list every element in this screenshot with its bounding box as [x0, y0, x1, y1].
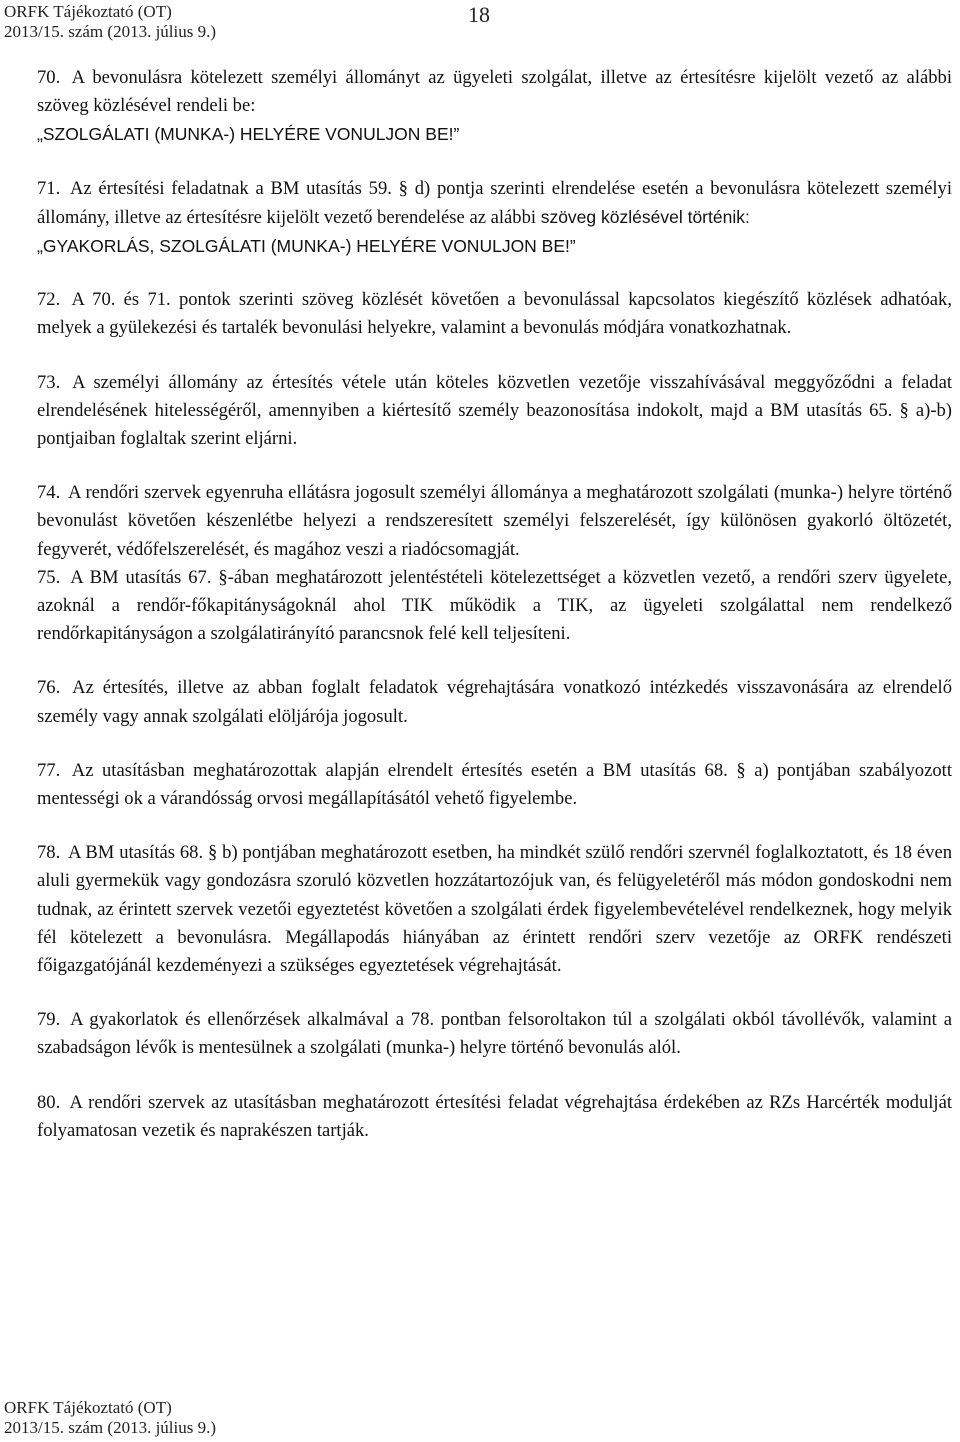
paragraph-number: 72.: [37, 289, 61, 311]
paragraph-number: 71.: [37, 177, 61, 199]
paragraph-text: A BM utasítás 68. § b) pontjában meghatározott esetben, ha mindkét szülő rendőri szervnél foglalkoztatott, és 18 éven aluli gyermekük vagy gondozásra szoruló közvetlen hozzátartozójuk van, és felügyeletéről más módon gondoskodni nem tudnak, az érintett szervek vezetői egyeztetést követően a szolgálati érdek figyelembevételével rendelkeznek, hogy melyik fél kötelezett a bevonulásra. Megállapodás hiányában az érintett rendőri szerv vezetője az ORFK rendészeti főigazgatójánál kezdeményezi a szükséges egyeztetések végrehajtását.: [37, 842, 952, 977]
page-number: 18: [468, 2, 490, 27]
page-header: [4, 2, 216, 42]
header-publication-title: ORFK Tájékoztató (OT): [4, 2, 172, 21]
paragraph-number: 75.: [37, 566, 61, 588]
paragraph-number: 74.: [37, 482, 61, 504]
paragraph-text: A rendőri szervek az utasításban meghatározott értesítési feladat végrehajtása érdekében az RZs Harcérték modulját folyamatosan vezetik és naprakészen tartják.: [37, 1091, 953, 1141]
paragraph-number: 78.: [37, 842, 61, 864]
paragraph-79: [37, 1006, 952, 1062]
paragraph-78: [37, 839, 952, 980]
paragraph-number: 80.: [37, 1091, 61, 1113]
footer-publication-title: ORFK Tájékoztató (OT): [4, 1398, 172, 1417]
paragraph-76: [37, 674, 952, 730]
paragraph-70: [37, 64, 952, 149]
paragraph-80: [37, 1089, 952, 1145]
paragraph-77: [37, 757, 952, 813]
paragraph-text-continuation: szöveg közlésével történik:: [540, 206, 750, 227]
quoted-command: „SZOLGÁLATI (MUNKA-) HELYÉRE VONULJON BE!”: [37, 124, 460, 145]
paragraph-text: A személyi állomány az értesítés vétele után köteles közvetlen vezetője visszahívásával meggyőződni a feladat elrendelésének hitelességéről, amennyiben a kiértesítő személy beazonosítása indokolt, majd a BM utasítás 65. § a)-b) pontjaiban foglaltak szerint eljárni.: [37, 371, 952, 450]
paragraph-number: 76.: [37, 677, 61, 699]
paragraph-text: A bevonulásra kötelezett személyi állományt az ügyeleti szolgálat, illetve az értesítésre kijelölt vezető az alábbi szöveg közlésével rendeli be:: [37, 67, 952, 117]
paragraph-number: 79.: [37, 1009, 61, 1031]
paragraph-75: [37, 564, 952, 649]
paragraph-74: [37, 479, 952, 564]
quoted-command: „GYAKORLÁS, SZOLGÁLATI (MUNKA-) HELYÉRE VONULJON BE!”: [37, 236, 576, 257]
paragraph-73: [37, 369, 952, 454]
paragraph-text: A 70. és 71. pontok szerinti szöveg közlését követően a bevonulással kapcsolatos kiegészítő közlések adhatóak, melyek a gyülekezési és tartalék bevonulási helyekre, valamint a bevonulás módjára vonatkozhatnak.: [37, 289, 952, 339]
page-footer: [4, 1398, 216, 1438]
header-issue-date: 2013/15. szám (2013. július 9.): [4, 22, 217, 41]
paragraph-number: 73.: [37, 371, 61, 393]
paragraph-72: [37, 286, 952, 342]
paragraph-text: A gyakorlatok és ellenőrzések alkalmával a 78. pontban felsoroltakon túl a szolgálati okból távollévők, valamint a szabadságon lévők is mentesülnek a szolgálati (munka-) helyre történő bevonulás alól.: [37, 1009, 952, 1059]
paragraph-text: A BM utasítás 67. §-ában meghatározott jelentéstételi kötelezettséget a közvetlen vezető, a rendőri szerv ügyelete, azoknál a rendőr-főkapitányságoknál ahol TIK működik a TIK, az ügyeleti szolgálattal nem rendelkező rendőrkapitányságon a szolgálatirányító parancsnok felé kell teljesíteni.: [37, 566, 952, 645]
paragraph-text: Az utasításban meghatározottak alapján elrendelt értesítés esetén a BM utasítás 68. § a) pontjában szabályozott mentességi ok a várandósság orvosi megállapításától vehető figyelembe.: [37, 759, 952, 810]
paragraph-text: Az értesítés, illetve az abban foglalt feladatok végrehajtására vonatkozó intézkedés visszavonására az elrendelő személy vagy annak szolgálati elöljárója jogosult.: [37, 677, 952, 727]
paragraph-text: Az értesítési feladatnak a BM utasítás 59. § d) pontja szerinti elrendelése esetén a bevonulásra kötelezett személyi állomány, illetve az értesítésre kijelölt vezető berendelése az alábbi: [37, 177, 952, 228]
paragraph-71: [37, 175, 952, 261]
paragraph-number: 70.: [37, 67, 61, 88]
paragraph-text: A rendőri szervek egyenruha ellátásra jogosult személyi állománya a meghatározott szolgálati (munka-) helyre történő bevonulást követően készenlétbe helyezi a rendszeresített személyi felszerelését, így különösen gyakorló öltözetét, fegyverét, védőfelszerelését, és magához veszi a riadócsomagját.: [37, 482, 952, 560]
footer-issue-date: 2013/15. szám (2013. július 9.): [4, 1418, 217, 1437]
document-body: [37, 64, 952, 1145]
paragraph-number: 77.: [37, 759, 61, 781]
